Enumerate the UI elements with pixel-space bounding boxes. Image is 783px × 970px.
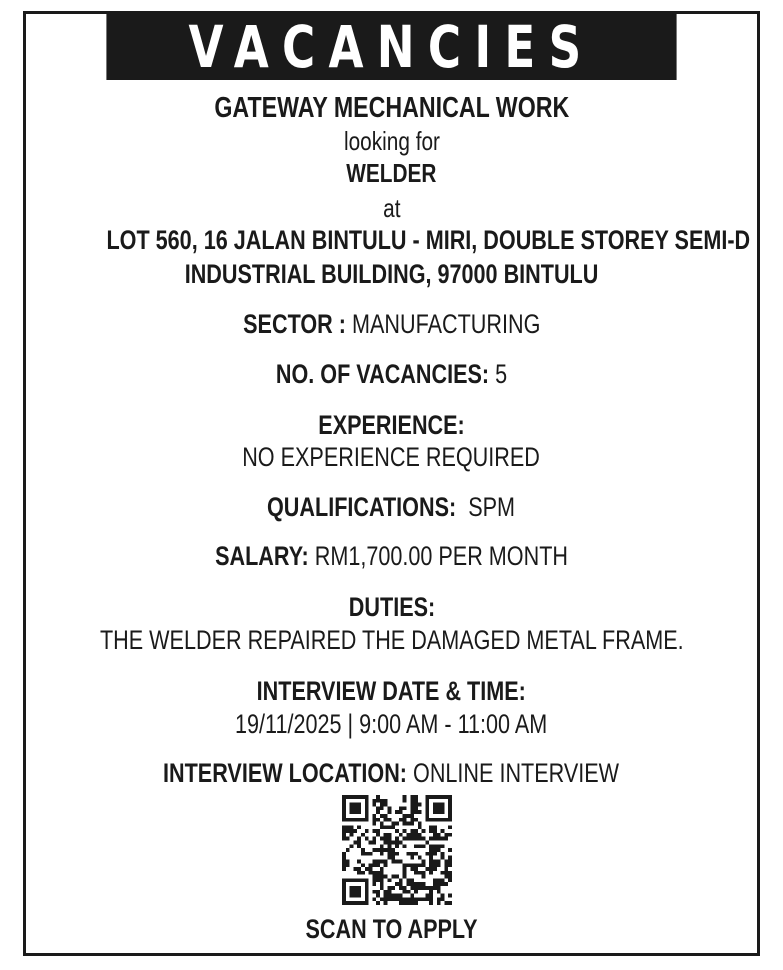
sector-row	[26, 309, 757, 340]
sector-label: SECTOR :	[242, 309, 346, 339]
interview-datetime-value: 19/11/2025 | 9:00 AM - 11:00 AM	[235, 709, 548, 739]
vacancies-value: 5	[495, 359, 508, 389]
qualifications-value: SPM	[468, 492, 516, 522]
duties-label: DUTIES:	[348, 592, 435, 622]
vacancies-row	[26, 359, 757, 390]
vacancies-banner: VACANCIES	[106, 14, 676, 80]
position-title: WELDER	[346, 158, 437, 188]
qualifications-row	[26, 492, 757, 523]
experience-value: NO EXPERIENCE REQUIRED	[242, 442, 541, 472]
interview-location-row	[26, 758, 757, 789]
vacancies-label: NO. OF VACANCIES:	[275, 359, 490, 389]
at-text: at	[382, 193, 401, 223]
salary-row	[26, 541, 757, 572]
qr-code[interactable]	[342, 795, 452, 905]
qualifications-label: QUALIFICATIONS:	[267, 492, 457, 522]
interview-datetime-label: INTERVIEW DATE & TIME:	[256, 676, 527, 706]
vacancy-poster	[23, 11, 760, 956]
interview-location-label: INTERVIEW LOCATION:	[163, 758, 408, 788]
duties-value: THE WELDER REPAIRED THE DAMAGED METAL FRAME.	[99, 625, 684, 655]
address-line-1: LOT 560, 16 JALAN BINTULU - MIRI, DOUBLE STOREY SEMI-D	[106, 225, 751, 255]
experience-label: EXPERIENCE:	[318, 410, 465, 440]
salary-label: SALARY:	[215, 541, 309, 571]
scan-to-apply-caption: SCAN TO APPLY	[305, 914, 478, 944]
interview-location-value: ONLINE INTERVIEW	[413, 758, 620, 788]
salary-value: RM1,700.00 PER MONTH	[314, 541, 568, 571]
sector-value: MANUFACTURING	[351, 309, 541, 339]
address-line-2: INDUSTRIAL BUILDING, 97000 BINTULU	[184, 259, 599, 289]
looking-for-text: looking for	[343, 126, 440, 156]
company-name: GATEWAY MECHANICAL WORK	[214, 92, 569, 124]
